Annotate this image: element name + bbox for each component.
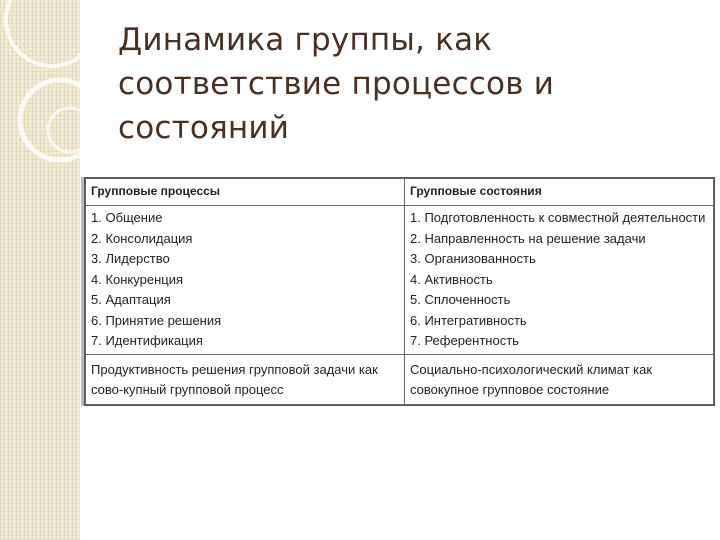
table-summary-row	[86, 354, 714, 404]
process-item: 1. Общение	[91, 210, 163, 225]
state-item: 6. Интегративность	[410, 312, 527, 328]
decorative-side-band	[0, 0, 80, 540]
summary-states: Социально-психологический климат как совокупное групповое состояние	[405, 354, 714, 404]
process-item: 3. Лидерство	[91, 251, 170, 266]
process-item: 6. Принятие решения	[91, 312, 222, 328]
process-item: 2. Консолидация	[91, 230, 193, 246]
process-item: 5. Адаптация	[91, 292, 171, 307]
table-header-row	[86, 179, 714, 206]
state-item: 3. Организованность	[410, 251, 536, 266]
header-processes: Групповые процессы	[86, 179, 405, 206]
state-item: 5. Сплоченность	[410, 292, 511, 307]
page-title	[118, 18, 678, 150]
title-line-3: состояний	[118, 110, 290, 146]
table-row	[86, 206, 714, 355]
header-states: Групповые состояния	[405, 179, 714, 206]
processes-list	[86, 206, 405, 355]
process-item: 7. Идентификация	[91, 333, 203, 348]
state-item: 7. Референтность	[410, 333, 519, 348]
states-list	[405, 206, 714, 355]
state-item: 4. Активность	[410, 271, 493, 287]
summary-processes: Продуктивность решения групповой задачи как сово-купный групповой процесс	[86, 354, 405, 404]
title-line-1: Динамика группы, как	[118, 22, 493, 58]
title-line-2: соответствие процессов и	[118, 66, 555, 102]
state-item: 1. Подготовленность к совместной деятельности	[410, 210, 706, 225]
state-item: 2. Направленность на решение задачи	[410, 230, 646, 246]
dynamics-table	[84, 177, 715, 406]
process-item: 4. Конкуренция	[91, 271, 184, 287]
decorative-circles	[0, 0, 80, 540]
